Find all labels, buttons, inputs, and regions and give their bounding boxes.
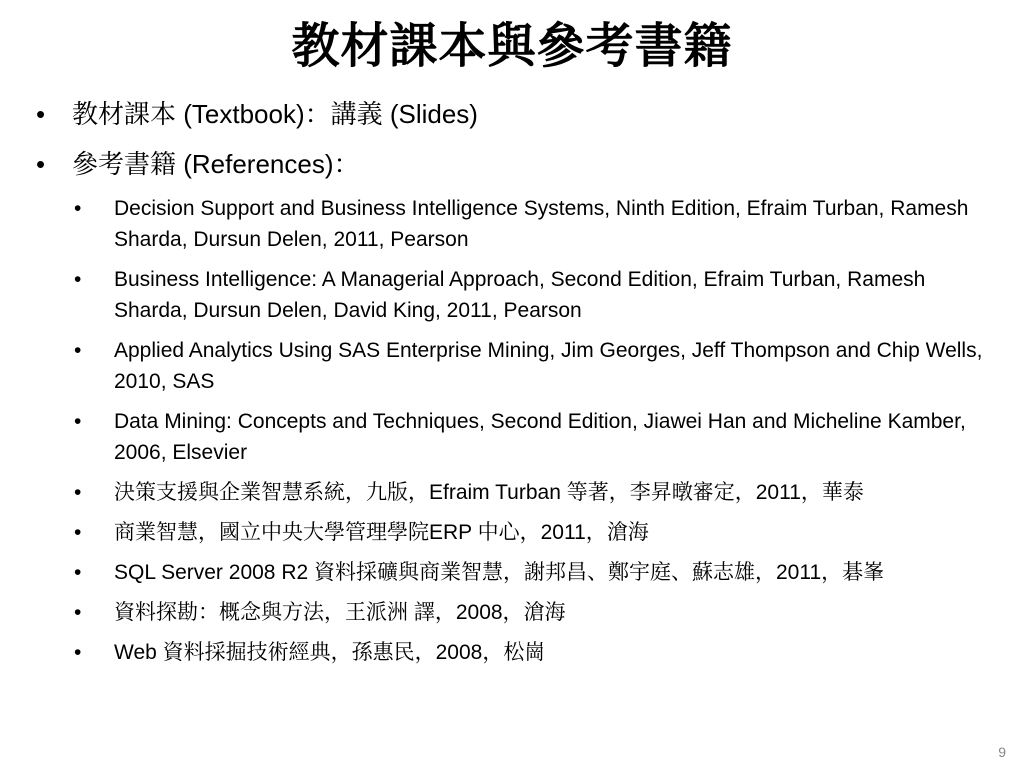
reference-item	[72, 477, 992, 508]
reference-text: Web 資料採掘技術經典，孫惠民，2008，松崗	[114, 641, 546, 664]
reference-item	[72, 557, 992, 588]
references-heading-text: 參考書籍 (References)：	[72, 149, 360, 179]
reference-item	[72, 637, 992, 668]
reference-item	[72, 517, 992, 548]
slide-title: 教材課本與參考書籍	[291, 18, 733, 74]
reference-item	[72, 597, 992, 628]
reference-item	[72, 335, 992, 397]
bullet-icon: •	[74, 339, 82, 362]
reference-text: 商業智慧，國立中央大學管理學院ERP 中心，2011，滄海	[114, 521, 649, 544]
bullet-icon: •	[74, 197, 82, 220]
reference-item	[72, 264, 992, 326]
reference-text: 資料探勘：概念與方法，王派洲 譯，2008，滄海	[114, 601, 566, 624]
reference-text: Business Intelligence: A Managerial Approach, Second Edition, Efraim Turban, Ramesh Sharda, Dursun Delen, David King, 2011, Pearson	[114, 268, 926, 322]
bullet-icon: •	[74, 521, 82, 544]
bullet-icon: •	[74, 601, 82, 624]
reference-text: SQL Server 2008 R2 資料採礦與商業智慧，謝邦昌、鄭宇庭、蘇志雄，2011，碁峯	[114, 561, 885, 584]
bullet-icon: •	[74, 561, 82, 584]
bullet-icon: •	[74, 410, 82, 433]
bullet-icon: •	[36, 149, 46, 179]
textbook-text: 教材課本 (Textbook)：講義 (Slides)	[72, 99, 478, 129]
bullet-icon: •	[74, 641, 82, 664]
page-number: 9	[998, 744, 1006, 760]
bullet-icon: •	[36, 99, 46, 129]
reference-item	[72, 406, 992, 468]
reference-text: Decision Support and Business Intelligence Systems, Ninth Edition, Efraim Turban, Ramesh Sharda, Dursun Delen, 2011, Pearson	[114, 197, 969, 251]
reference-text: Applied Analytics Using SAS Enterprise Mining, Jim Georges, Jeff Thompson and Chip Wells, 2010, SAS	[114, 339, 983, 393]
bullet-icon: •	[74, 481, 82, 504]
reference-list	[72, 193, 992, 677]
reference-text: Data Mining: Concepts and Techniques, Second Edition, Jiawei Han and Micheline Kamber, 2006, Elsevier	[114, 410, 966, 464]
reference-item	[72, 193, 992, 255]
reference-text: 決策支援與企業智慧系統，九版，Efraim Turban 等著，李昇暾審定，2011，華泰	[114, 481, 864, 504]
bullet-icon: •	[74, 268, 82, 291]
